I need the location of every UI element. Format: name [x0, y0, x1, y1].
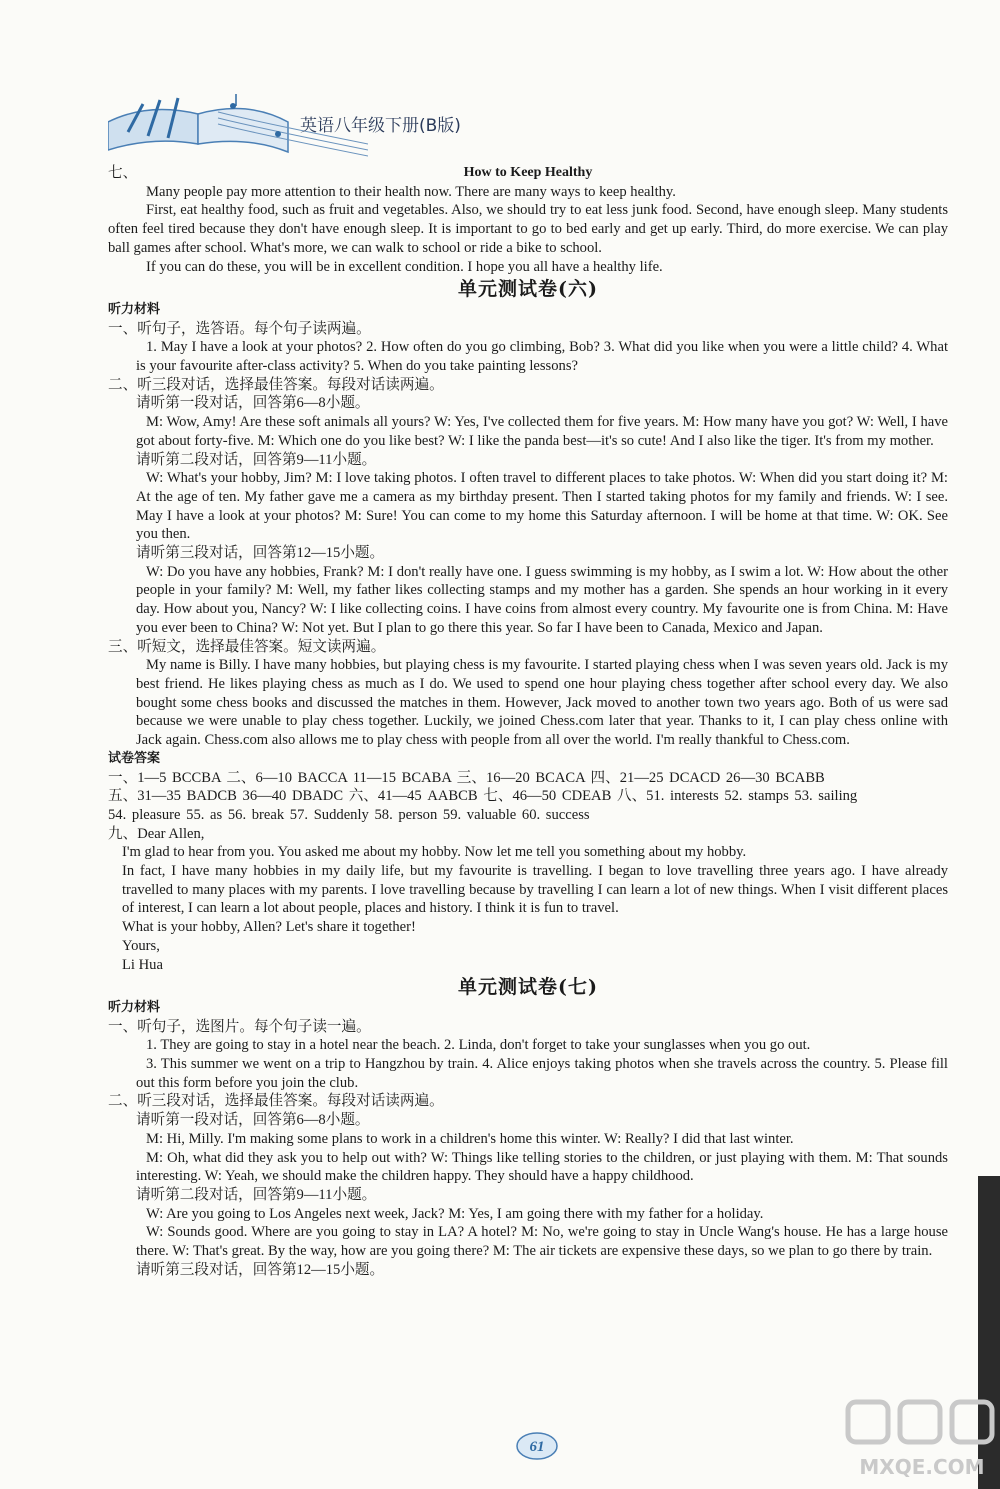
- watermark-icon: [844, 1398, 1000, 1484]
- dialog-label: 请听第二段对话，回答第9—11小题。: [136, 1186, 377, 1203]
- dialog-label: 请听第一段对话，回答第6—8小题。: [136, 395, 370, 412]
- letter-paragraph: In fact, I have many hobbies in my daily life, but my favourite is travelling. I began to love travelling three years ago. I have already travelled to many places with my parents. I love travelling because by travelling I can learn a lot of new things. When I visit different places of interest, I can learn a lot about people, places and history. I think it is fun to travel.: [122, 863, 948, 917]
- listening-label: 听力材料: [108, 999, 161, 1015]
- essay-paragraph: If you can do these, you will be in excellent condition. I hope you all have a healthy life.: [146, 258, 663, 275]
- dialog-text: W: Sounds good. Where are you going to stay in LA? A hotel? M: No, we're going to stay in Uncle Wang's house. He has a large house there. W: That's great. By the way, how are you going there? M: The air tickets are expensive these days, so we plan to go there by train.: [136, 1224, 948, 1260]
- snowflake-badge-icon: [515, 1431, 559, 1461]
- letter-closing: Yours,: [122, 937, 160, 954]
- answers-line: 五、31—35 BADCB 36—40 DBADC 六、41—45 AABCB 七、46—50 CDEAB 八、51. interests 52. stamps 53. sailing: [108, 788, 858, 805]
- watermark-text: MXQE.COM: [859, 1455, 985, 1479]
- letter-body: [108, 843, 948, 974]
- dialog-text: M: Wow, Amy! Are these soft animals all yours? W: Yes, I've collected them for five years. M: How many have you got? W: Well, I have got about forty-five. M: Which one do you like best? W: I like the panda best—it's so cute! And I also like the tiger. It's from my mother.: [136, 414, 948, 449]
- part-text: 1. They are going to stay in a hotel near the beach. 2. Linda, don't forget to take your sunglasses when you go out.: [146, 1037, 811, 1054]
- part-title: 二、听三段对话，选择最佳答案。每段对话读两遍。: [108, 1093, 444, 1110]
- answers-line: 54. pleasure 55. as 56. break 57. Suddenly 58. person 59. valuable 60. success: [108, 806, 590, 823]
- page-number: [515, 1431, 559, 1461]
- part-title: 三、听短文，选择最佳答案。短文读两遍。: [108, 638, 386, 655]
- essay-paragraph: First, eat healthy food, such as fruit and vegetables. Also, we should try to eat less junk food. Second, have enough sleep. Many students often feel tired because they don't have enough sleep. It is important to go to bed early and get up early. Third, do more exercise. We can play ball games after school. What's more, we can walk to school or ride a bike to school.: [108, 202, 948, 256]
- part-text: 1. May I have a look at your photos? 2. How often do you go climbing, Bob? 3. What did you like when you were a little child? 4. What is your favourite after-class activity? 5. When do you take painting lessons?: [136, 339, 948, 375]
- dialog-label: 请听第二段对话，回答第9—11小题。: [136, 451, 377, 468]
- part-title: 一、听句子，选图片。每个句子读一遍。: [108, 1018, 371, 1035]
- letter-greeting: 九、Dear Allen,: [108, 825, 205, 842]
- letter-paragraph: I'm glad to hear from you. You asked me about my hobby. Now let me tell you something about my hobby.: [122, 844, 747, 861]
- dialog-label: 请听第一段对话，回答第6—8小题。: [136, 1112, 370, 1129]
- letter-paragraph: What is your hobby, Allen? Let's share it together!: [122, 919, 416, 936]
- dialog-text: W: Do you have any hobbies, Frank? M: I don't really have one. I guess swimming is my hobby, as I swim a lot. W: How about the other people in your family? M: Well, my father likes collecting stamps and my mother has a garden. She spends an hour working in it every day. How about you, Nancy? W: I like collecting coins. I have coins from almost every country. My favourite one is from China. M: Have you ever been to China? W: Not yet. But I plan to go there this year. So far I have been to Canada, Mexico and Japan.: [136, 563, 948, 636]
- passage-text: My name is Billy. I have many hobbies, but playing chess is my favourite. I started playing chess when I was seven years old. Jack is my best friend. He likes playing chess as much as I do. We used to spend one hour playing chess together after school every day. We also bought some chess books and discussed the matches in them. However, Jack moved to another town two years ago. Both of us were sad because we were unable to play chess together. Luckily, we joined Chess.com later that year. Thanks to it, I can play chess online with Jack again. Chess.com also allows me to play chess with people from all over the world. I'm really thankful to Chess.com.: [136, 657, 948, 749]
- unit-title: 单元测试卷(七): [458, 976, 598, 999]
- unit-title: 单元测试卷(六): [458, 278, 598, 301]
- part-text: 3. This summer we went on a trip to Hangzhou by train. 4. Alice enjoys taking photos when she travels across the country. 5. Please fill out this form before you join the club.: [136, 1056, 948, 1091]
- letter-signature: Li Hua: [122, 956, 163, 973]
- listening-label: 听力材料: [108, 301, 161, 317]
- watermark-logo: [844, 1398, 1000, 1484]
- answers-line: 一、1—5 BCCBA 二、6—10 BACCA 11—15 BCABA 三、16—20 BCACA 四、21—25 DCACD 26—30 BCABB: [108, 769, 825, 786]
- part-title: 一、听句子，选答语。每个句子读两遍。: [108, 320, 371, 337]
- dialog-text: W: What's your hobby, Jim? M: I love taking photos. I often travel to different places to take photos. W: When did you start doing it? M: At the age of ten. My father gave me a camera as my birthday present. Then I started taking photos for my family and friends. W: I see. May I have a look at your photos? M: Sure! You can come to my home this Saturday afternoon. I will be home at that time. W: OK. See you then.: [136, 470, 948, 543]
- dialog-text: W: Are you going to Los Angeles next week, Jack? M: Yes, I am going there with my father for a holiday.: [146, 1205, 764, 1222]
- dialog-label: 请听第三段对话，回答第12—15小题。: [136, 545, 385, 562]
- page-number-text: 61: [529, 1439, 545, 1455]
- page-header-title: 英语八年级下册(B版): [300, 116, 461, 136]
- dialog-text: M: Oh, what did they ask you to help out with? W: Things like telling stories to the children, or just playing with them. M: That sounds interesting. W: Yeah, we should make the children happy. They should have a happy childhood.: [136, 1149, 948, 1185]
- dialog-text: M: Hi, Milly. I'm making some plans to work in a children's home this winter. W: Really? I did that last winter.: [146, 1130, 794, 1147]
- dialog-label: 请听第三段对话，回答第12—15小题。: [136, 1261, 385, 1278]
- part-title: 二、听三段对话，选择最佳答案。每段对话读两遍。: [108, 376, 444, 393]
- answers-label: 试卷答案: [108, 750, 161, 766]
- section-label: 七、: [108, 165, 138, 181]
- page-content: [108, 164, 948, 1280]
- essay-paragraph: Many people pay more attention to their health now. There are many ways to keep healthy.: [146, 183, 676, 200]
- essay-title: How to Keep Healthy: [463, 165, 593, 181]
